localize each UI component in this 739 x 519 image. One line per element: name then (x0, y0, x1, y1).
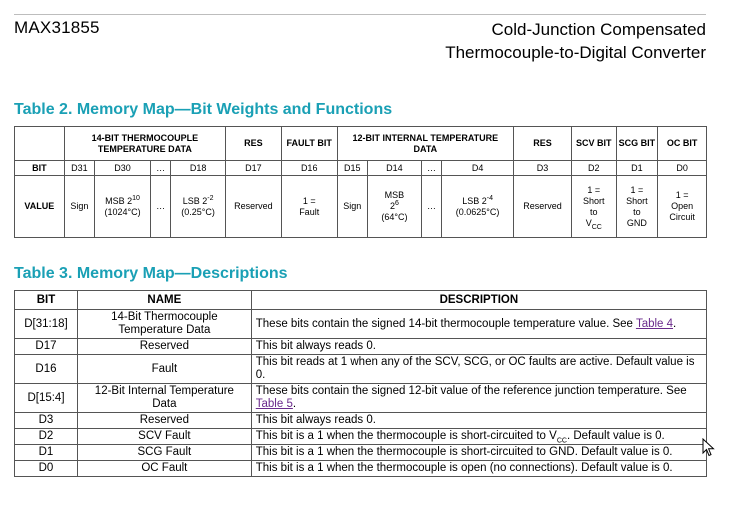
value-d15: Sign (337, 176, 367, 238)
row-bit: D[15:4] (15, 384, 78, 413)
d14-main: 2 (389, 201, 395, 211)
row-description-text: This bit is a 1 when the thermocouple is short-circuited to V (255, 430, 557, 442)
bit-weights-table (14, 126, 707, 238)
d2-l4: V (585, 217, 592, 228)
row-description-text: These bits contain the signed 12-bit value of the reference junction temperature. See (255, 385, 687, 397)
bit-cell: D15 (337, 161, 367, 176)
value-label: VALUE (15, 176, 65, 238)
row-name: Reserved (77, 339, 251, 355)
row-description: This bit always reads 0. (251, 339, 706, 355)
document-title (445, 18, 706, 64)
title-line-2: Thermocouple-to-Digital Converter (445, 43, 706, 62)
value-dots-2: … (421, 176, 441, 238)
row-bit: D3 (15, 413, 78, 429)
d0-l1: 1 = (675, 190, 689, 200)
d30-main: MSB 2 (105, 195, 133, 206)
header-row (15, 291, 707, 310)
value-dots-1: … (150, 176, 170, 238)
table-row (15, 413, 707, 429)
row-bit: D1 (15, 445, 78, 461)
bit-label: BIT (15, 161, 65, 176)
d1-l4: GND (626, 217, 647, 228)
group-scg: SCG BIT (616, 127, 658, 161)
d0-l3: Circuit (669, 212, 695, 222)
bit-cell: D16 (281, 161, 337, 176)
d14-l1: MSB (384, 190, 405, 200)
table-row (15, 429, 707, 445)
d4-exp: -4 (486, 194, 493, 202)
row-name: SCG Fault (77, 445, 251, 461)
value-d18 (171, 176, 226, 238)
part-number: MAX31855 (14, 18, 100, 37)
row-description-end: . (673, 317, 677, 330)
table-row (15, 310, 707, 339)
table-row (15, 445, 707, 461)
d0-l2: Open (671, 201, 694, 211)
row-bit: D[31:18] (15, 310, 78, 339)
d1-l1: 1 = (630, 184, 644, 195)
value-d1 (616, 176, 658, 238)
title-line-1: Cold-Junction Compensated (491, 20, 706, 39)
row-bit: D17 (15, 339, 78, 355)
d4-main: LSB 2 (462, 195, 487, 206)
bit-cell: D4 (442, 161, 514, 176)
value-d3: Reserved (514, 176, 572, 238)
row-description-text: These bits contain the signed 14-bit thermocouple temperature value. See (255, 317, 636, 330)
row-description: This bit always reads 0. (251, 413, 706, 429)
group-header-row (15, 127, 707, 161)
row-description-sub: CC (556, 437, 567, 445)
value-row (15, 176, 707, 238)
d2-l3: to (590, 206, 598, 217)
row-bit: D16 (15, 355, 78, 384)
descriptions-table (14, 290, 707, 477)
row-bit: D0 (15, 461, 78, 477)
value-d2 (571, 176, 616, 238)
table-row (15, 461, 707, 477)
row-name: Reserved (77, 413, 251, 429)
bit-cell: D0 (658, 161, 707, 176)
d30-sub: (1024°C) (104, 206, 141, 217)
table5-link[interactable]: Table 5 (255, 398, 293, 410)
group-scv: SCV BIT (571, 127, 616, 161)
bit-cell: D3 (514, 161, 572, 176)
bit-cell: … (421, 161, 441, 176)
row-description-end: . Default value is 0. (566, 430, 665, 442)
row-description (251, 384, 706, 413)
d16-l2: Fault (299, 206, 320, 217)
d18-exp: -2 (207, 194, 214, 202)
row-description: This bit is a 1 when the thermocouple is short-circuited to GND. Default value is 0. (251, 445, 706, 461)
value-d14 (368, 176, 422, 238)
group-tc-temp: 14-BIT THERMOCOUPLE TEMPERATURE DATA (64, 127, 225, 161)
group-int-temp: 12-BIT INTERNAL TEMPERATURE DATA (337, 127, 514, 161)
header-rule (14, 14, 706, 15)
d30-exp: 10 (132, 194, 140, 202)
bit-cell: D14 (368, 161, 422, 176)
table-row (15, 355, 707, 384)
header-bit: BIT (15, 291, 78, 310)
value-d31: Sign (64, 176, 94, 238)
d2-l4-sub: CC (591, 223, 602, 231)
row-name: 14-Bit Thermocouple Temperature Data (77, 310, 251, 339)
row-description (251, 310, 706, 339)
table2-title: Table 2. Memory Map—Bit Weights and Functions (14, 101, 393, 118)
bit-cell: D1 (616, 161, 658, 176)
row-name: Fault (77, 355, 251, 384)
value-d17: Reserved (226, 176, 282, 238)
bit-cell: D18 (171, 161, 226, 176)
bit-cell: D30 (95, 161, 151, 176)
group-oc: OC BIT (658, 127, 707, 161)
group-res-2: RES (514, 127, 572, 161)
value-d0 (658, 176, 707, 238)
row-name: SCV Fault (77, 429, 251, 445)
d18-sub: (0.25°C) (181, 206, 215, 217)
d2-l2: Short (583, 195, 605, 206)
table-row (15, 339, 707, 355)
d14-sub: (64°C) (381, 212, 408, 222)
group-res-1: RES (226, 127, 282, 161)
d2-l1: 1 = (587, 184, 601, 195)
bit-cell: D2 (571, 161, 616, 176)
d4-sub: (0.0625°C) (455, 206, 500, 217)
bit-row (15, 161, 707, 176)
row-description-end: . (292, 398, 297, 410)
bit-cell: D17 (226, 161, 282, 176)
header-name: NAME (77, 291, 251, 310)
row-description (251, 429, 706, 445)
table3-title: Table 3. Memory Map—Descriptions (14, 265, 288, 282)
blank-header-cell (15, 127, 65, 161)
mouse-cursor-icon (702, 438, 716, 463)
d1-l3: to (633, 206, 641, 217)
d18-main: LSB 2 (182, 195, 208, 206)
value-d16 (281, 176, 337, 238)
row-name: 12-Bit Internal Temperature Data (77, 384, 251, 413)
row-bit: D2 (15, 429, 78, 445)
table4-link[interactable]: Table 4 (635, 317, 674, 330)
header-description: DESCRIPTION (251, 291, 706, 310)
d16-l1: 1 = (302, 195, 316, 206)
d14-exp: 6 (394, 200, 399, 207)
d1-l2: Short (626, 195, 648, 206)
bit-cell: D31 (64, 161, 94, 176)
bit-cell: … (150, 161, 170, 176)
row-description: This bit is a 1 when the thermocouple is open (no connections). Default value is 0. (251, 461, 706, 477)
value-d4 (442, 176, 514, 238)
row-name: OC Fault (77, 461, 251, 477)
row-description: This bit reads at 1 when any of the SCV, SCG, or OC faults are active. Default value is 0. (251, 355, 706, 384)
value-d30 (95, 176, 151, 238)
table-row (15, 384, 707, 413)
group-fault: FAULT BIT (281, 127, 337, 161)
